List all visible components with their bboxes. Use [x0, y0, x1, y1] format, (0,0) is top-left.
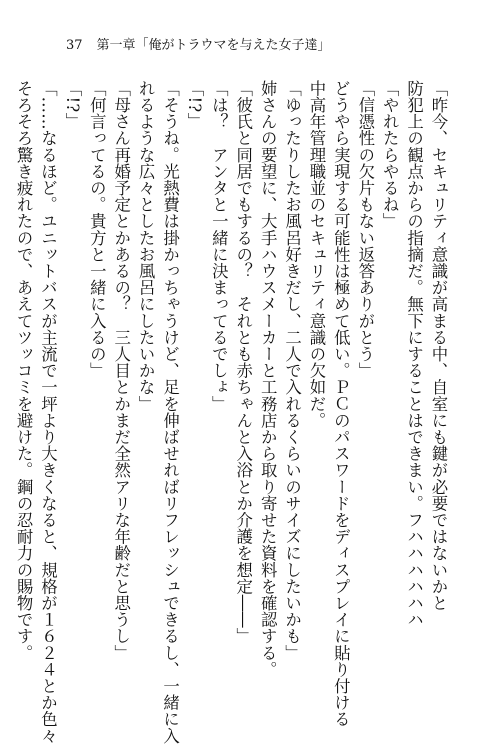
text-line: 「!?」	[62, 80, 82, 129]
text-line: 「……なるほど。ユニットバスが主流で一坪より大きくなると、規格が１６２４とか色々	[38, 80, 58, 744]
text-line: 「ゆったりしたお風呂好きだし、二人で入れるくらいのサイズにしたいかも」	[282, 80, 302, 661]
vertical-body-text	[14, 80, 450, 744]
text-line: 「母さん再婚予定とかあるの？ 三人目とかまだ全然アリな年齢だと思うし」	[111, 80, 131, 661]
text-line: どうやら実現する可能性は極めて低い。ＰＣのパスワードをディスプレイに貼り付ける	[331, 80, 351, 728]
text-line: 「彼氏と同居でもするの？ それとも赤ちゃんと入浴とか介護を想定――」	[233, 80, 253, 645]
text-line: れるような広々としたお風呂にしたいかな」	[136, 80, 156, 412]
text-line: 「は？ アンタと一緒に決まってるでしょ」	[209, 80, 229, 412]
text-line: 中高年管理職並のセキュリティ意識の欠如だ。	[306, 80, 326, 429]
text-line: 姉さんの要望に、大手ハウスメーカーと工務店から取り寄せた資料を確認する。	[258, 80, 278, 678]
text-line: 「やれたらやるね」	[380, 80, 400, 230]
text-line: 「!?」	[184, 80, 204, 129]
page-header	[66, 38, 466, 54]
text-line: 「何言ってるの。貴方と一緒に入るの」	[87, 80, 107, 379]
chapter-title: 第一章「俺がトラウマを与えた女子達」	[96, 38, 331, 53]
text-line: 「昨今、セキュリティ意識が高まる中、自室にも鍵が必要ではないかと	[429, 80, 448, 612]
page-number: 37	[66, 38, 83, 53]
text-line: 防犯上の観点からの指摘だ。無下にすることはできまい。フハハハハハハ	[404, 80, 424, 628]
text-line: 「信憑性の欠片もない返答ありがとう」	[355, 80, 375, 379]
text-line: 「そうね。光熱費は掛かっちゃうけど、足を伸ばせればリフレッシュできるし、一緒に入	[160, 80, 180, 744]
text-line: そろそろ驚き疲れたので、あえてツッコミを避けた。鋼の忍耐力の賜物です。	[14, 80, 34, 661]
